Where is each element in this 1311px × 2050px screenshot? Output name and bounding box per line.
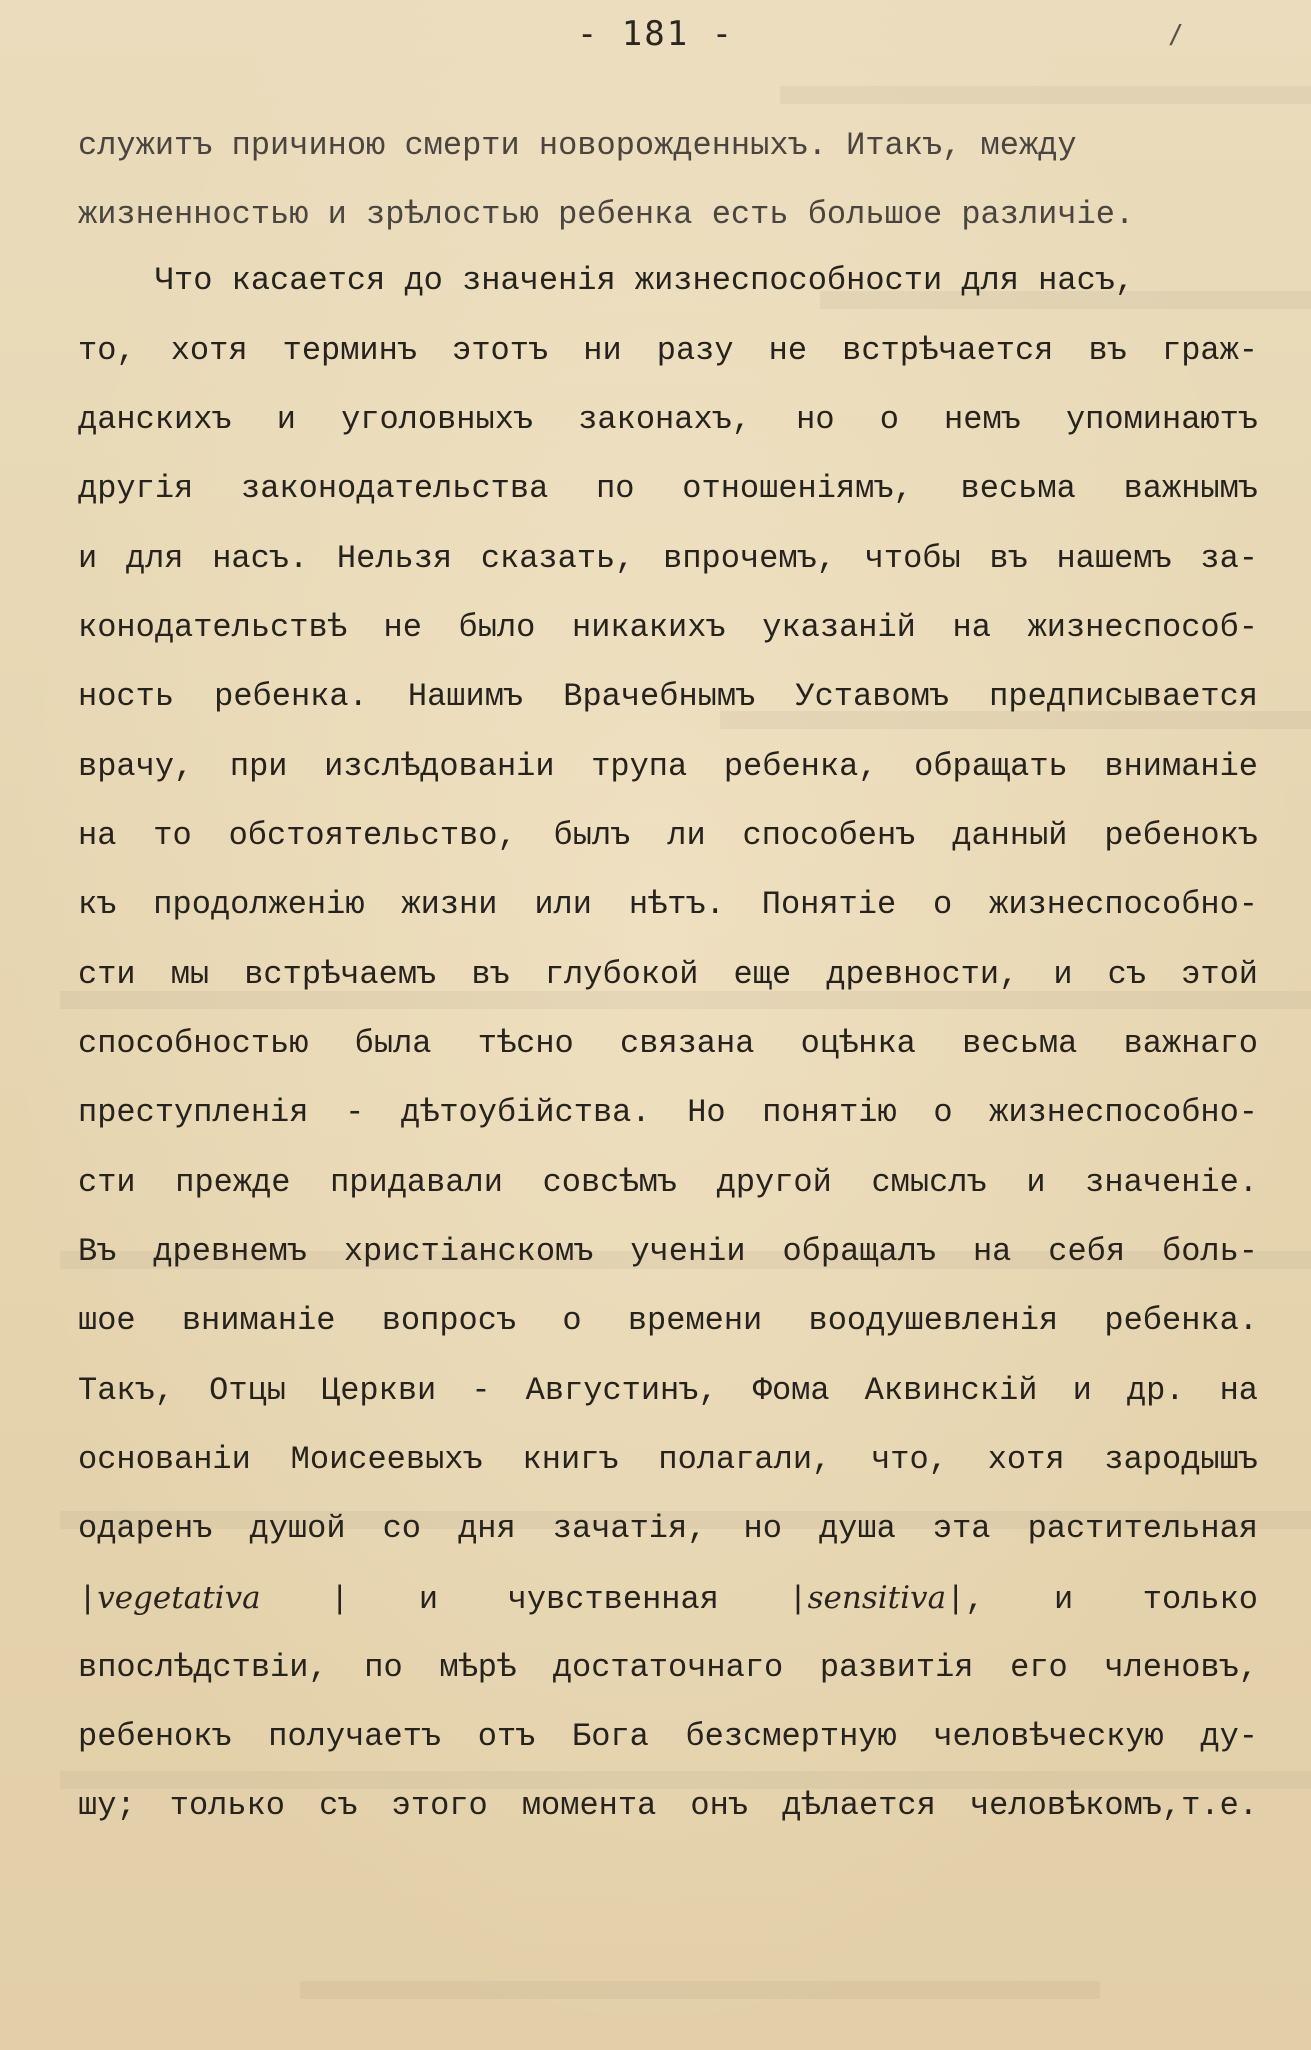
bracket-open: |	[78, 1581, 98, 1618]
text-line-10: врачу, при изслѣдованiи трупа ребенка, обращать вниманiе	[78, 748, 1258, 785]
margin-mark: /	[1168, 20, 1184, 50]
text-line-19: Такъ, Отцы Церкви - Августинъ, Фома Аквинскiй и др. на	[78, 1372, 1258, 1409]
text-line-16: сти прежде придавали совсѣмъ другой смыслъ и значенiе.	[78, 1164, 1258, 1201]
text-line-25: шу; только съ этого момента онъ дѣлается человѣкомъ,т.е.	[78, 1787, 1258, 1824]
page-number: - 181 -	[576, 14, 735, 54]
text-line-22-tail: |, и только	[946, 1581, 1259, 1618]
text-line-22-middle: | и чувственная |	[330, 1581, 808, 1618]
text-line-13: сти мы встрѣчаемъ въ глубокой еще древности, и съ этой	[78, 956, 1258, 993]
text-line-9: ность ребенка. Нашимъ Врачебнымъ Уставомъ предписывается	[78, 678, 1258, 715]
text-line-14: способностью была тѣсно связана оцѣнка весьма важнаго	[78, 1025, 1258, 1062]
text-line-6: другiя законодательства по отношенiямъ, весьма важнымъ	[78, 470, 1258, 507]
text-line-21: одаренъ душой со дня зачатiя, но душа эта растительная	[78, 1510, 1258, 1547]
text-line-2: жизненностью и зрѣлостью ребенка есть большое различiе.	[78, 196, 1135, 233]
text-line-8: конодательствѣ не было никакихъ указанiй на жизнеспособ-	[78, 609, 1258, 646]
text-line-7: и для насъ. Нельзя сказать, впрочемъ, чтобы въ нашемъ за-	[78, 540, 1258, 577]
text-line-17: Въ древнемъ христiанскомъ ученiи обращалъ на себя боль-	[78, 1233, 1258, 1270]
text-line-24: ребенокъ получаетъ отъ Бога безсмертную человѣческую ду-	[78, 1718, 1258, 1755]
text-line-18: шое вниманiе вопросъ о времени воодушевленiя ребенка.	[78, 1302, 1258, 1339]
text-line-12: къ продолженiю жизни или нѣтъ. Понятiе о жизнеспособно-	[78, 886, 1258, 923]
text-line-15: преступленiя - дѣтоубiйства. Но понятiю о жизнеспособно-	[78, 1094, 1258, 1131]
text-line-20: основанiи Моисеевыхъ книгъ полагали, что, хотя зародышъ	[78, 1441, 1258, 1478]
text-line-4: то, хотя терминъ этотъ ни разу не встрѣчается въ граж-	[78, 332, 1258, 369]
text-line-5: данскихъ и уголовныхъ законахъ, но о немъ упоминаютъ	[78, 401, 1258, 438]
text-line-11: на то обстоятельство, былъ ли способенъ данный ребенокъ	[78, 817, 1258, 854]
text-line-22	[78, 1578, 1258, 1618]
handwritten-term-vegetativa: vegetativa	[97, 1580, 261, 1616]
text-line-1: служитъ причиною смерти новорожденныхъ. Итакъ, между	[78, 127, 1077, 164]
handwritten-term-sensitiva: sensitiva	[807, 1580, 947, 1616]
text-line-3: Что касается до значенiя жизнеспособности для насъ,	[78, 262, 1135, 299]
text-line-23: впослѣдствiи, по мѣрѣ достаточнаго развитiя его членовъ,	[78, 1649, 1258, 1686]
